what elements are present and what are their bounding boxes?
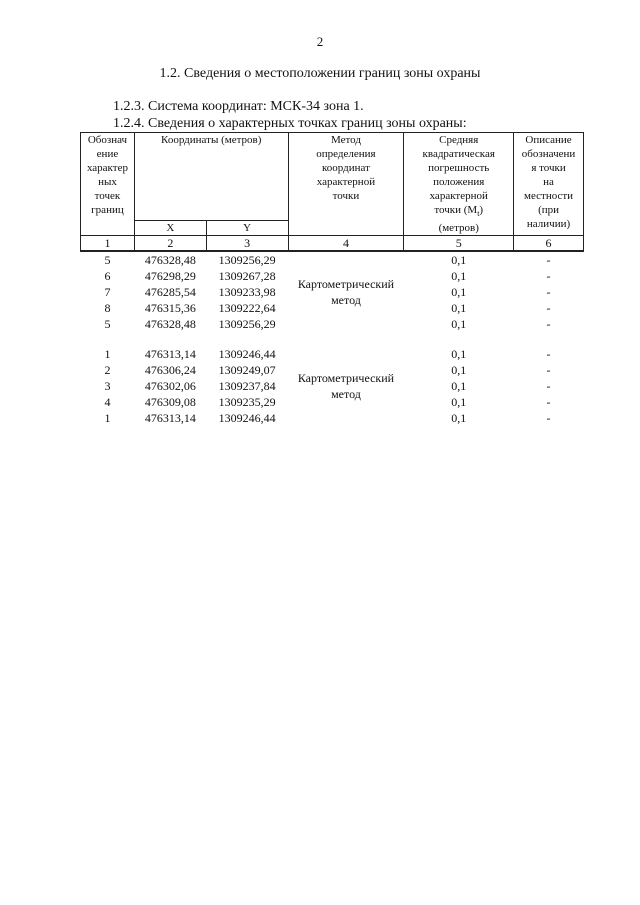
description-value: - [546,317,551,332]
table-row [81,251,584,268]
header-error: Средняя квадратическая погрешность положения характерной точки $(M_t)$ (метров) [404,133,514,236]
point-number: 7 [104,285,111,300]
y-coordinate: 1309233,98 [218,285,276,300]
y-coordinate: 1309267,28 [218,269,276,284]
x-coordinate: 476313,14 [144,347,196,362]
method-cell: Картометрический метод [297,277,395,308]
characteristic-points-line: 1.2.4. Сведения о характерных точках границ зоны охраны: [113,116,467,131]
header-designation: Обознач ение характер ных точек границ [81,133,135,236]
column-number: 3 [206,236,288,252]
header-y: Y [206,221,288,236]
x-coordinate: 476285,54 [144,285,196,300]
error-value: 0,1 [451,317,467,332]
error-value: 0,1 [451,395,467,410]
point-number: 6 [104,269,111,284]
coordinate-system-line: 1.2.3. Система координат: МСК-34 зона 1. [113,99,364,114]
description-value: - [546,253,551,268]
y-coordinate: 1309246,44 [218,347,276,362]
description-value: - [546,379,551,394]
y-coordinate: 1309246,44 [218,411,276,426]
point-number: 3 [104,379,111,394]
x-coordinate: 476315,36 [144,301,196,316]
method-cell: Картометрический метод [297,371,395,402]
section-title: 1.2. Сведения о местоположении границ зоны охраны [159,66,481,81]
y-coordinate: 1309256,29 [218,253,276,268]
point-number: 2 [104,363,111,378]
point-number: 1 [104,411,111,426]
column-number: 1 [81,236,135,252]
point-number: 5 [104,253,111,268]
y-coordinate: 1309256,29 [218,317,276,332]
point-number: 5 [104,317,111,332]
error-value: 0,1 [451,253,467,268]
point-number: 1 [104,347,111,362]
x-coordinate: 476306,24 [144,363,196,378]
error-value: 0,1 [451,285,467,300]
table-row [81,346,584,362]
group-separator [81,332,584,346]
x-coordinate: 476309,08 [144,395,196,410]
description-value: - [546,347,551,362]
description-value: - [546,269,551,284]
column-number: 6 [514,236,584,252]
description-value: - [546,363,551,378]
y-coordinate: 1309222,64 [218,301,276,316]
error-value: 0,1 [451,363,467,378]
header-x: X [134,221,206,236]
header-method: Метод определения координат характерной точки [288,133,404,236]
description-value: - [546,411,551,426]
description-value: - [546,285,551,300]
header-coordinates: Координаты (метров) [134,133,288,221]
error-value: 0,1 [451,347,467,362]
column-number: 4 [288,236,404,252]
x-coordinate: 476298,29 [144,269,196,284]
point-number: 4 [104,395,111,410]
page-number: 2 [316,34,324,49]
y-coordinate: 1309237,84 [218,379,276,394]
description-value: - [546,301,551,316]
column-number: 5 [404,236,514,252]
error-value: 0,1 [451,379,467,394]
column-number: 2 [134,236,206,252]
error-value: 0,1 [451,411,467,426]
x-coordinate: 476302,06 [144,379,196,394]
x-coordinate: 476328,48 [144,317,196,332]
x-coordinate: 476313,14 [144,411,196,426]
x-coordinate: 476328,48 [144,253,196,268]
coordinates-table [80,132,584,426]
y-coordinate: 1309235,29 [218,395,276,410]
error-value: 0,1 [451,269,467,284]
error-value: 0,1 [451,301,467,316]
header-description: Описание обозначени я точки на местности (при наличии) [514,133,584,236]
y-coordinate: 1309249,07 [218,363,276,378]
description-value: - [546,395,551,410]
point-number: 8 [104,301,111,316]
